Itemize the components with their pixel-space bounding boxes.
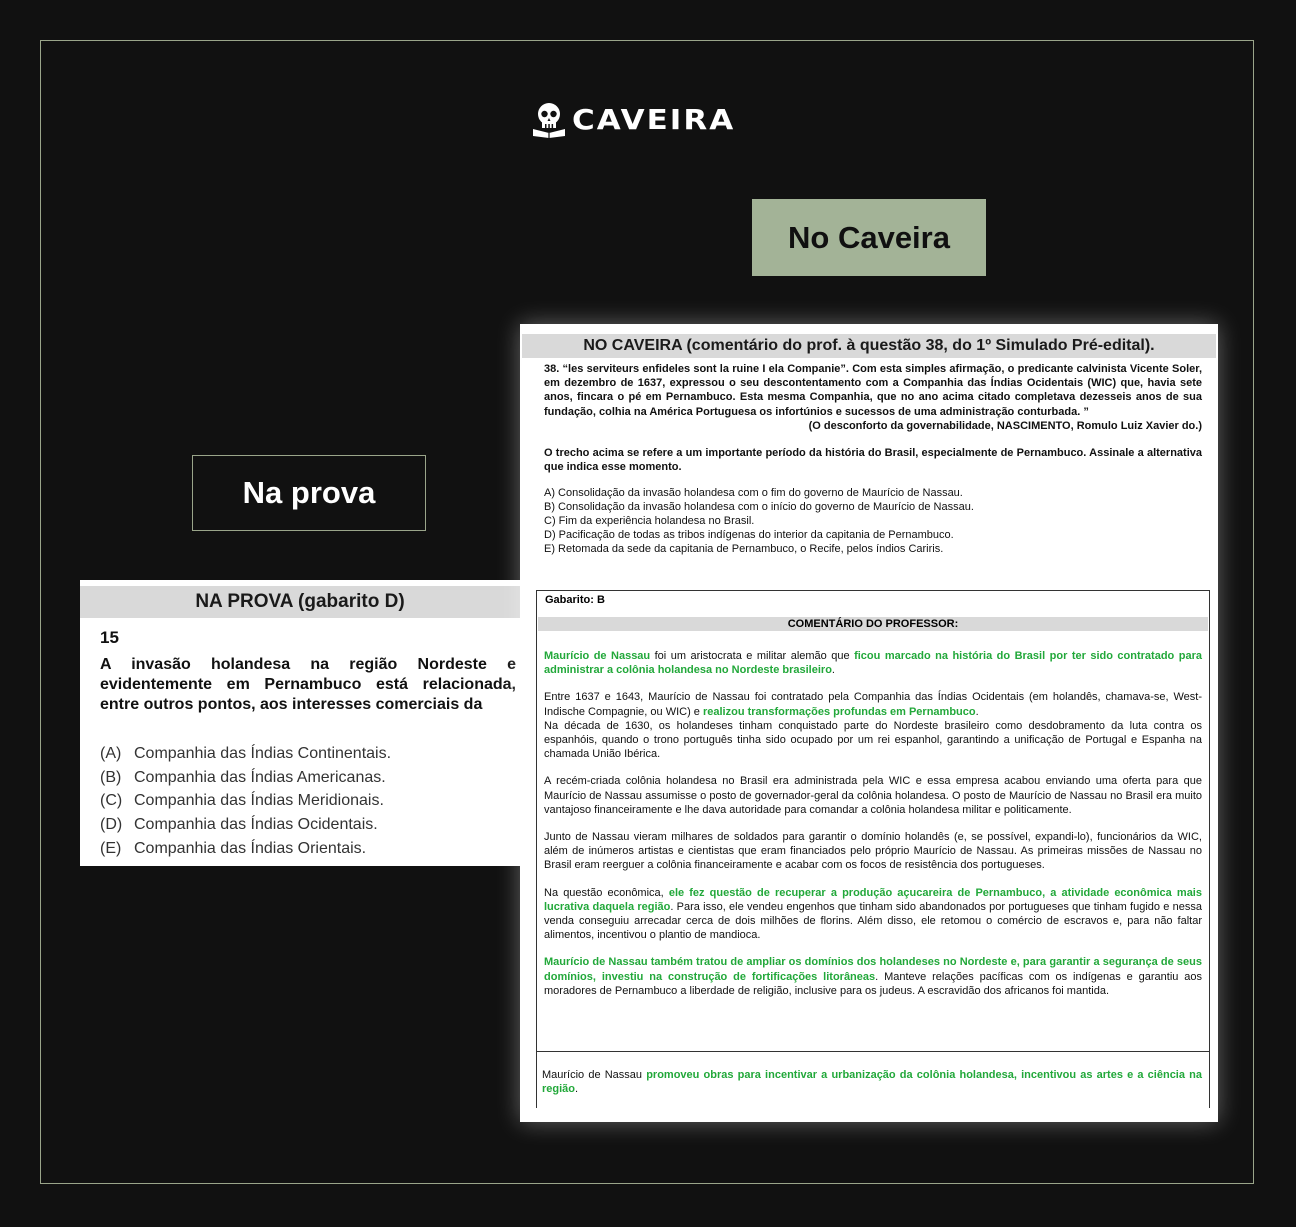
highlight-text: promoveu obras para incentivar a urbanização da colônia holandesa, incentivou as artes e a ciência na região (542, 1069, 1202, 1096)
body-text: Maurício de Nassau (542, 1069, 647, 1081)
comment-paragraph (544, 955, 1202, 998)
body-text: . Para isso, ele vendeu engenhos que tinham sido abandonados por portugueses que tinham fugido e nessa venda conseguiu arrecadar cerca de dois milhões de florins. Além disso, ele retomou o comércio de escravos e, para não faltar alimentos, incentivou o plantio de mandioca. (544, 900, 1202, 942)
alternative-item: D) Pacificação de todas as tribos indígenas do interior da capitania de Pernambuco. (544, 528, 954, 541)
na-prova-card (80, 580, 520, 866)
comment-paragraph (544, 690, 1202, 761)
alternatives-list (544, 487, 1202, 556)
question-prompt: O trecho acima se refere a um importante período da história do Brasil, especialmente de Pernambuco. Assinale a alternativa que indica esse momento. (544, 447, 1202, 474)
question-line: evidentemente em Pernambuco está relacionada, (100, 676, 516, 693)
option-letter: (D) (100, 816, 123, 834)
option-letter: (B) (100, 768, 122, 786)
quote-text: 38. “les serviteurs enfideles sont la ruine I ela Companie”. Com esta simples afirmação, o predicante calvinista Vicente Soler, em dezembro de 1637, expressou o seu descontentamento com a Companhia das Índias Ocidentais (WIC) que, havia sete anos, fincara o pé em Pernambuco. Esta mesma Companhia, que no ano acima citado completava dezesseis anos de sua fundação, colhia na América Portuguesa os infortúnios e sucessos de uma administração conturbada. ” (544, 363, 1202, 418)
body-text: foi um aristocrata e militar alemão que (650, 650, 855, 662)
comment-paragraph (544, 649, 1202, 677)
body-text: Na questão econômica, (544, 886, 669, 899)
comment-paragraph: Junto de Nassau vieram milhares de soldados para garantir o domínio holandês (e, se possível, expandi-lo), funcionários da WIC, além de inúmeros artistas e cientistas que eram financiados pelo próprio Maurício de Nassau. As primeiras missões de Nassau no Brasil eram reerguer a colônia financeiramente e acabar com os focos de resistência dos portugueses. (544, 831, 1202, 872)
body-text: . Manteve relações pacíficas com os indígenas e garantiu aos moradores de Pernambuco a liberdade de religião, inclusive para os judeus. A escravidão dos africanos foi mantida. (544, 970, 1203, 997)
highlight-text: ele fez questão de recuperar a produção açucareira de Pernambuco, a atividade econômica mais lucrativa daquela região (544, 886, 1202, 913)
alternative-item: B) Consolidação da invasão holandesa com o início do governo de Maurício de Nassau. (544, 501, 974, 514)
na-prova-badge: Na prova (192, 455, 426, 531)
body-text: Na década de 1630, os holandeses tinham conquistado parte do Nordeste brasileiro como desdobramento da luta contra os espanhóis, quando o trono português tinha sido ocupado por um rei espanhol, garantindo a unificação de Portugal e Espanha na chamada União Ibérica. (544, 719, 1202, 761)
option-item (100, 766, 391, 790)
body-text: . (975, 705, 979, 718)
alternative-item: A) Consolidação da invasão holandesa com o fim do governo de Maurício de Nassau. (544, 487, 963, 500)
option-item (100, 837, 391, 861)
highlight-text: ficou marcado na história do Brasil por ter sido contratado para administrar a colônia holandesa no Nordeste brasileiro (544, 650, 1202, 677)
option-letter: (C) (100, 792, 123, 810)
option-text: Companhia das Índias Meridionais. (134, 792, 384, 810)
question-line: A invasão holandesa na região Nordeste e (100, 656, 516, 673)
option-letter: (E) (100, 839, 122, 857)
question-line: entre outros pontos, aos interesses comerciais da (100, 696, 483, 713)
option-item (100, 789, 391, 813)
no-caveira-card (520, 324, 1218, 1122)
question-number: 15 (100, 628, 119, 647)
alternative-item: C) Fim da experiência holandesa no Brasil. (544, 515, 755, 528)
skull-book-icon (532, 102, 566, 138)
comment-body (544, 649, 1202, 998)
comment-paragraph (544, 886, 1202, 943)
option-item (100, 813, 391, 837)
highlight-text: realizou transformações profundas em Pernambuco (702, 705, 976, 718)
comment-paragraph (542, 1068, 1202, 1096)
option-text: Companhia das Índias Orientais. (134, 839, 367, 857)
question-block (544, 362, 1202, 567)
gabarito-box (536, 590, 1210, 1052)
no-caveira-badge: No Caveira (752, 199, 986, 276)
highlight-text: Maurício de Nassau também tratou de ampliar os domínios dos holandeses no Nordeste e, para garantir a segurança de seus domínios, investiu na construção de fortificações litorâneas (544, 956, 1202, 983)
caveira-logo (532, 100, 735, 140)
question-text (100, 655, 516, 715)
option-text: Companhia das Índias Continentais. (134, 745, 392, 762)
option-item (100, 742, 391, 766)
body-text: Entre 1637 e 1643, Maurício de Nassau foi contratado pela Companhia das Índias Ocidentais (em holandês, chamava-se, West-Indische Compagnie, ou WIC) e (544, 691, 1202, 718)
option-text: Companhia das Índias Americanas. (134, 768, 386, 786)
comment-paragraph: A recém-criada colônia holandesa no Brasil era administrada pela WIC e essa empresa acabou enviando uma oferta para que Maurício de Nassau assumisse o posto de governador-geral da colônia holandesa. O posto de Maurício de Nassau no Brasil era muito vantajoso financeiramente e lhe dava autoridade para comandar a colônia holandesa militar e politicamente. (544, 775, 1202, 816)
quote-source: (O desconforto da governabilidade, NASCIMENTO, Romulo Luiz Xavier do.) (808, 419, 1202, 432)
option-text: Companhia das Índias Ocidentais. (134, 816, 378, 834)
alternative-item: E) Retomada da sede da capitania de Pernambuco, o Recife, pelos índios Cariris. (544, 542, 944, 555)
gabarito-label: Gabarito: B (545, 594, 605, 606)
body-text: . (831, 664, 835, 677)
question-options (100, 742, 391, 861)
comment-header: COMENTÁRIO DO PROFESSOR: (538, 617, 1208, 631)
logo-text: CAVEIRA (572, 103, 736, 137)
na-prova-header: NA PROVA (gabarito D) (80, 586, 520, 618)
option-letter: (A) (100, 745, 122, 762)
highlight-text: Maurício de Nassau (544, 650, 651, 662)
body-text: . (575, 1083, 579, 1096)
final-comment-box (536, 1052, 1210, 1108)
no-caveira-header: NO CAVEIRA (comentário do prof. à questão 38, do 1º Simulado Pré-edital). (522, 334, 1216, 358)
